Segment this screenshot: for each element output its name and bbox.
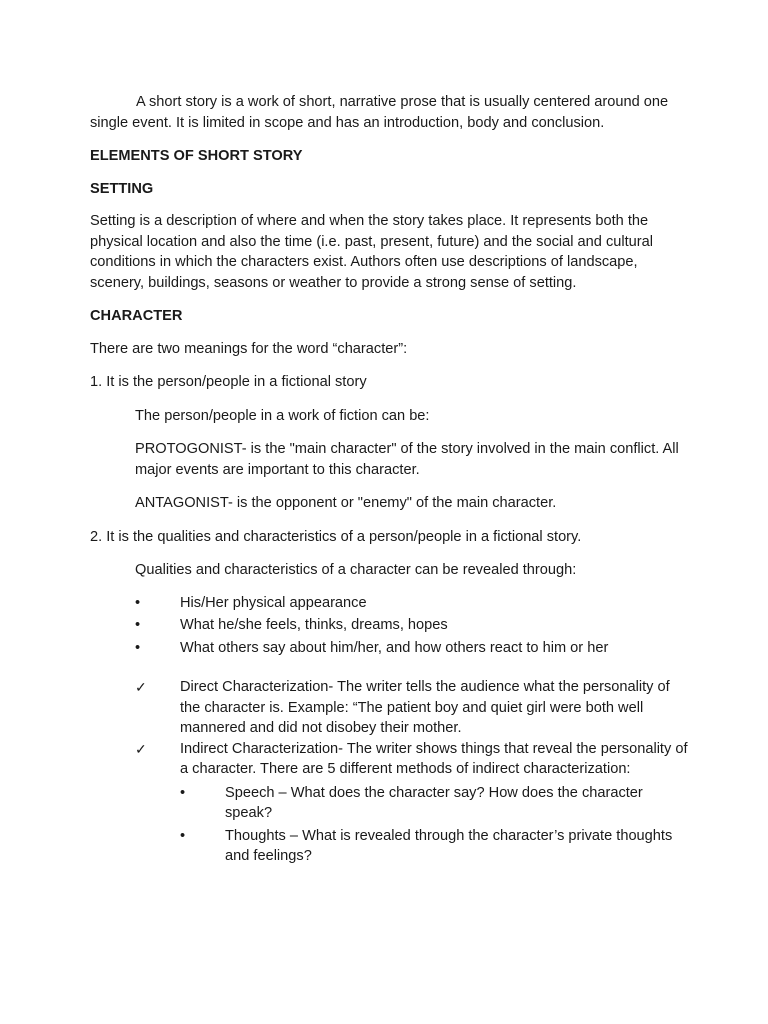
- bullet-icon: •: [135, 594, 141, 611]
- list-item: [135, 677, 690, 739]
- list-item-text: Indirect Characterization- The writer shows things that reveal the personality of a character. There are 5 different methods of indirect characterization:: [180, 740, 688, 777]
- document-page: [90, 92, 690, 869]
- list-item: [180, 826, 690, 867]
- qualities-intro: Qualities and characteristics of a character can be revealed through:: [135, 562, 577, 578]
- list-item-text: What others say about him/her, and how others react to him or her: [180, 639, 609, 656]
- character-meanings-intro: There are two meanings for the word “character”:: [90, 340, 408, 357]
- checkmark-icon: ✓: [135, 679, 147, 695]
- antagonist-definition: ANTAGONIST- is the opponent or "enemy" of the main character.: [135, 495, 557, 511]
- list-item: [135, 615, 690, 636]
- bullet-icon: •: [180, 784, 186, 801]
- heading-elements: ELEMENTS OF SHORT STORY: [90, 148, 303, 164]
- character-meaning-1: 1. It is the person/people in a fictional story: [90, 374, 367, 390]
- setting-paragraph: Setting is a description of where and when the story takes place. It represents both the physical location and also the time (i.e. past, present, future) and the social and cultural conditions in which the characters exist. Authors often use descriptions of landscape, scenery, buildings, seasons or weather to provide a strong sense of setting.: [90, 213, 653, 291]
- list-item-text: Direct Characterization- The writer tells the audience what the personality of the character is. Example: “The patient boy and quiet girl were both well mannered and did not disobey their mother.: [180, 679, 670, 736]
- indirect-methods-list: [180, 783, 690, 867]
- qualities-list: [135, 593, 690, 659]
- list-item: [135, 739, 690, 780]
- heading-character: CHARACTER: [90, 308, 183, 324]
- bullet-icon: •: [180, 827, 186, 844]
- checkmark-icon: ✓: [135, 740, 147, 757]
- bullet-icon: •: [135, 617, 141, 633]
- list-item-text: Speech – What does the character say? How does the character speak?: [225, 784, 643, 821]
- bullet-icon: •: [135, 639, 141, 656]
- list-item-text: Thoughts – What is revealed through the character’s private thoughts and feelings?: [225, 827, 673, 864]
- people-intro: The person/people in a work of fiction can be:: [135, 407, 430, 424]
- list-item-text: What he/she feels, thinks, dreams, hopes: [180, 617, 448, 633]
- heading-setting: SETTING: [90, 180, 154, 197]
- intro-paragraph: A short story is a work of short, narrative prose that is usually centered around one single event. It is limited in scope and has an introduction, body and conclusion.: [90, 94, 669, 131]
- character-meaning-2: 2. It is the qualities and characteristics of a person/people in a fictional story.: [90, 528, 582, 545]
- list-item: [180, 783, 690, 824]
- list-item: [135, 638, 690, 659]
- protagonist-definition: PROTOGONIST- is the "main character" of the story involved in the main conflict. All major events are important to this character.: [135, 441, 679, 478]
- list-item: [135, 593, 690, 614]
- characterization-list: [135, 677, 690, 780]
- list-item-text: His/Her physical appearance: [180, 594, 367, 611]
